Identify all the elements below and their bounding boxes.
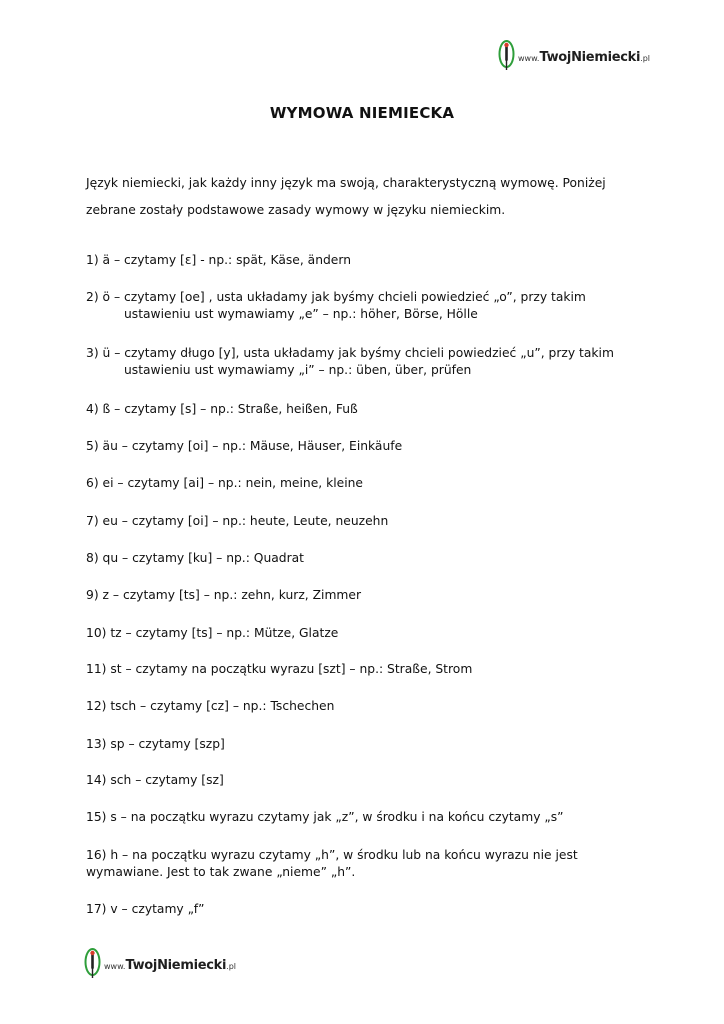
rule-line: 15) s – na początku wyrazu czytamy jak „z”, w środku i na końcu czytamy „s” [86, 810, 564, 824]
rule-item [86, 847, 646, 881]
rule-item [86, 345, 646, 379]
rule-line: 7) eu – czytamy [oi] – np.: heute, Leute, neuzehn [86, 514, 389, 528]
rule-item [86, 587, 646, 604]
rule-line: 14) sch – czytamy [sz] [86, 773, 224, 787]
rule-item [86, 289, 646, 323]
rule-line: 5) äu – czytamy [oi] – np.: Mäuse, Häuser, Einkäufe [86, 439, 403, 453]
rule-line: 17) v – czytamy „f” [86, 902, 205, 916]
rule-item [86, 661, 646, 678]
rule-item [86, 625, 646, 642]
page-title: WYMOWA NIEMIECKA [269, 104, 455, 122]
logo-tld: .pl [640, 54, 650, 63]
rule-line: 16) h – na początku wyrazu czytamy „h”, w środku lub na końcu wyrazu nie jest [86, 848, 578, 862]
rule-line: 9) z – czytamy [ts] – np.: zehn, kurz, Zimmer [86, 588, 362, 602]
rule-line: 10) tz – czytamy [ts] – np.: Mütze, Glatze [86, 626, 339, 640]
microphone-icon [84, 948, 101, 980]
rule-line: 12) tsch – czytamy [cz] – np.: Tschechen [86, 699, 335, 713]
rule-item [86, 901, 646, 918]
logo-tld: .pl [226, 962, 236, 971]
logo-www: www. [518, 54, 540, 63]
rule-item [86, 401, 646, 418]
logo-bottom [84, 948, 236, 980]
rule-item [86, 252, 646, 269]
rule-line-continuation: ustawieniu ust wymawiamy „i” – np.: üben, über, prüfen [124, 363, 472, 377]
rule-line: 8) qu – czytamy [ku] – np.: Quadrat [86, 551, 304, 565]
rule-line: 6) ei – czytamy [ai] – np.: nein, meine, kleine [86, 476, 363, 490]
logo-brand: TwojNiemiecki [539, 50, 641, 65]
intro-paragraph: Język niemiecki, jak każdy inny język ma swoją, charakterystyczną wymowę. Poniżej zebrane zostały podstawowe zasady wymowy w języku niemieckim. [86, 176, 606, 217]
rule-line-continuation: wymawiane. Jest to tak zwane „nieme” „h”. [86, 865, 356, 879]
rule-item [86, 698, 646, 715]
rule-item [86, 475, 646, 492]
microphone-icon [498, 40, 515, 72]
rule-line: 2) ö – czytamy [oe] , usta układamy jak byśmy chcieli powiedzieć „o”, przy takim [86, 290, 586, 304]
rule-item [86, 809, 646, 826]
rule-item [86, 772, 646, 789]
rule-line: 13) sp – czytamy [szp] [86, 737, 225, 751]
logo-www: www. [104, 962, 126, 971]
logo-top [498, 40, 650, 72]
rule-line: 4) ß – czytamy [s] – np.: Straße, heißen, Fuß [86, 402, 358, 416]
rule-item [86, 550, 646, 567]
logo-brand: TwojNiemiecki [125, 958, 227, 973]
rule-line: 11) st – czytamy na początku wyrazu [szt] – np.: Straße, Strom [86, 662, 473, 676]
rule-line-continuation: ustawieniu ust wymawiamy „e” – np.: höher, Börse, Hölle [124, 307, 478, 321]
rule-item [86, 513, 646, 530]
rule-item [86, 736, 646, 753]
rule-line: 3) ü – czytamy długo [y], usta układamy jak byśmy chcieli powiedzieć „u”, przy takim [86, 346, 614, 360]
rule-item [86, 438, 646, 455]
rule-line: 1) ä – czytamy [ɛ] - np.: spät, Käse, ändern [86, 253, 351, 267]
